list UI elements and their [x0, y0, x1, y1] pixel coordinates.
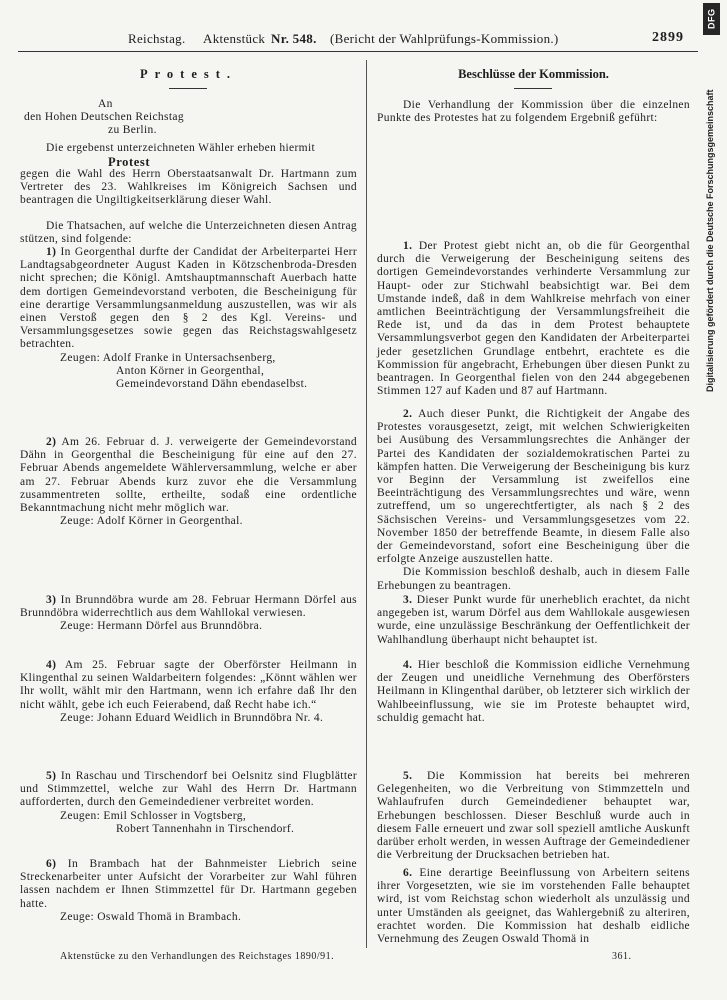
witness-line: Gemeindevorstand Dähn ebendaselbst. [116, 378, 308, 391]
protest-item-number: 5) [46, 770, 57, 782]
digitization-funding-note: Digitalisierung gefördert durch die Deutsche Forschungsgemeinschaft [705, 89, 715, 392]
witness-line: Zeuge: Oswald Thomä in Brambach. [60, 910, 242, 923]
resolution-item-4 [377, 659, 690, 725]
protest-item-text: In Brunndöbra wurde am 28. Februar Hermann Dörfel aus Brunndöbra widerrechtlich aus dem Wahllokal verwiesen. [20, 594, 358, 620]
resolution-item-number: 6. [403, 867, 413, 879]
address-line-an: An [98, 98, 113, 110]
protest-item-number: 3) [46, 594, 57, 606]
resolution-item-number: 1. [403, 240, 413, 252]
witness-line: Zeuge: Johann Eduard Weidlich in Brunndöbra Nr. 4. [60, 711, 324, 724]
protest-item-number: 6) [46, 858, 57, 870]
resolution-item-text: Eine derartige Beeinflussung von Arbeitern seitens ihrer Vorgesetzten, wie sie im vorstehenden Falle behauptet wird, ist vom Reichstag schon wiederholt als unzulässig und unter Umständen als geeignet, das Wahlergebniß zu alteriren, erachtet worden. Die Kommission hat deshalb eidliche Vernehmung des Zeugen Oswald Thomä in [377, 867, 690, 946]
header-title-reichstag: Reichstag. [128, 31, 186, 46]
resolution-item-text: Hier beschloß die Kommission eidliche Vernehmung der Zeugen und uneidliche Vernehmung des Oberförsters Heilmann in Klingenthal darüber, ob letzterer sich wirklich der Wahlbeeinflussung, wie sie im Proteste behauptet wird, schuldig gemacht hat. [377, 659, 690, 724]
resolution-item-number: 5. [403, 770, 413, 782]
protest-item-2 [20, 436, 357, 528]
protest-intro-text: Die ergebenst unterzeichneten Wähler erheben hiermit [46, 142, 316, 154]
header-rule [18, 51, 698, 52]
protest-item-6 [20, 858, 357, 924]
resolution-item-text: Auch dieser Punkt, die Richtigkeit der Angabe des Protestes vorausgesetzt, zeigt, mit welchen Schwierigkeiten bei Ausübung des Versammlungsrechtes die Anhänger der Partei des Kandidaten der sozialdemokratischen Partei zu kämpfen hatten. Die Verweigerung der Bescheinigung bis kurz vor Beginn der Versammlung ist zweifellos eine Beeinträchtigung des Versammlungsrechtes und wäre, wenn zutreffend, um so ungerechtfertigter, als nach § 2 des Sächsischen Vereins- und Versammlungsgesetzes vom 22. November 1850 der betreffende Beamte, in diesem Falle also der Gemeindevorstand, sofort eine Bescheinigung über die erfolgte Anzeige auszustellen hatte. [377, 408, 691, 566]
commission-heading-rule [514, 88, 552, 89]
resolution-item-1 [377, 240, 690, 398]
witness-line: Robert Tannenhahn in Tirschendorf. [116, 822, 295, 835]
header-report-title: (Bericht der Wahlprüfungs-Kommission.) [330, 31, 559, 46]
witness-line: Zeugen: Adolf Franke in Untersachsenberg, [60, 351, 276, 364]
dfg-logo: DFG [703, 3, 720, 35]
column-divider [366, 60, 367, 948]
protest-item-5 [20, 770, 357, 836]
resolution-item-conclusion: Die Kommission beschloß deshalb, auch in diesem Falle Erhebungen zu beantragen. [377, 566, 690, 592]
resolution-item-number: 4. [403, 659, 413, 671]
address-line-reichstag: den Hohen Deutschen Reichstag [24, 111, 184, 123]
protest-heading: Protest. [139, 67, 238, 81]
protest-heading-rule [169, 88, 207, 89]
protest-item-1 [20, 246, 357, 391]
protest-item-text: Am 26. Februar d. J. verweigerte der Gemeindevorstand Dähn in Georgenthal die Bescheinigung für eine auf den 27. Februar Abends angemeldete Wählerversammlung, welche er aber am 27. Februar Abends kurz zuvor ehe die Versammlung zusammentreten sollte, ertheilte, sodaß eine ordentliche Bekanntmachung nicht mehr möglich war. [20, 436, 357, 515]
resolution-item-text: Dieser Punkt wurde für unerheblich erachtet, da nicht angegeben ist, warum Dörfel aus dem Wahllokale ausgewiesen wurde, eine unzulässige Beschränkung der Oeffentlichkeit der Wahlhandlung überhaupt nicht behauptet ist. [377, 594, 690, 646]
protest-item-4 [20, 659, 357, 725]
resolution-item-5 [377, 770, 690, 862]
address-line-berlin: zu Berlin. [108, 124, 157, 136]
commission-resolutions-heading: Beschlüsse der Kommission. [458, 67, 609, 81]
facts-intro [20, 220, 357, 246]
protest-intro [20, 142, 357, 155]
protest-claim-text: gegen die Wahl des Herrn Oberstaatsanwalt Dr. Hartmann zum Vertreter des 23. Wahlkreises im Königreich Sachsen und beantragen die Ungiltigkeitserklärung dieser Wahl. [20, 168, 357, 207]
protest-item-number: 4) [46, 659, 57, 671]
witness-line: Zeugen: Emil Schlosser in Vogtsberg, [60, 809, 247, 822]
resolution-item-number: 2. [403, 408, 413, 420]
resolution-item-text: Der Protest giebt nicht an, ob die für Georgenthal durch die Verweigerung der Bescheinigung seitens des dortigen Gemeindevorstandes verhinderte Versammlung zur Haupt- oder zur Stichwahl beabsichtigt war. Bei dem Umstande indeß, daß in dem Wahlkreise mehrfach von einer amtlichen Beeinträchtigung der Versammlungsfreiheit die Rede ist, und da das in dem Protest behauptete Versammlungsverbot gegen den Kandidaten der Arbeiterpartei jeder gesetzlichen Grundlage entbehrt, erachtete es die Kommission für angebracht, Erhebungen über diesen Punkt zu beantragen. In Georgenthal fielen von den 244 abgegebenen Stimmen 127 auf Kaden und 87 auf Hartmann. [377, 240, 690, 398]
witness-line: Zeuge: Adolf Körner in Georgenthal. [60, 515, 243, 528]
resolution-item-2 [377, 408, 690, 593]
protest-item-number: 1) [46, 246, 57, 258]
footer-citation: Aktenstücke zu den Verhandlungen des Reichstages 1890/91. [60, 951, 335, 962]
commission-intro [377, 99, 690, 125]
protest-item-number: 2) [46, 436, 57, 448]
protest-item-text: In Brambach hat der Bahnmeister Liebrich seine Streckenarbeiter unter Aufsicht der Vorarbeiter zur Wahl führen lassen nachdem er Ihnen Stimmzettel für Dr. Hartmann gegeben hatte. [20, 858, 357, 910]
protest-item-text: In Raschau und Tirschendorf bei Oelsnitz sind Flugblätter und Stimmzettel, welche zur Wahl des Herrn Dr. Hartmann aufforderten, durch den Gemeindediener verbreitet worden. [20, 770, 358, 809]
facts-intro-text: Die Thatsachen, auf welche die Unterzeichneten diesen Antrag stützen, sind folgende: [20, 220, 357, 246]
resolution-item-text: Die Kommission hat bereits bei mehreren Gelegenheiten, wo die Verbreitung von Stimmzetteln und Wahlaufrufen durch Gemeindediener behauptet war, Erhebungen beschlossen. Dieser Beschluß wurde auch in diesem Falle erneuert und zwar soll speziell amtliche Auskunft darüber erholt werden, in wessen Auftrage der Gemeindediener die Verbreitung der Drucksachen betrieben hat. [377, 770, 690, 862]
protest-keyword: Protest [108, 155, 151, 169]
header-title-aktenstueck: Aktenstück [203, 31, 266, 46]
resolution-item-3 [377, 594, 690, 647]
page-number: 2899 [652, 30, 684, 45]
header-document-number: Nr. 548. [271, 31, 317, 46]
footer-sheet-number: 361. [612, 951, 632, 962]
witness-line: Zeuge: Hermann Dörfel aus Brunndöbra. [60, 620, 263, 633]
protest-item-text: In Georgenthal durfte der Candidat der Arbeiterpartei Herr Landtagsabgeordneter August Kaden in Kötzschenbroda-Dresden nicht sprechen; die Königl. Amtshauptmannschaft Auerbach hatte dem dortigen Gemeindevorstand verboten, die Bescheinigung für eine derartige Versammlungsanmeldung auszustellen, was wir als einen Verstoß gegen den § 2 des Kgl. Vereins- und Versammlungsgesetzes sowie gegen das Reichstagswahlgesetz betrachten. [20, 246, 358, 351]
resolution-item-6 [377, 867, 690, 946]
witness-line: Anton Körner in Georgenthal, [116, 364, 265, 377]
resolution-item-number: 3. [403, 594, 413, 606]
protest-claim [20, 168, 357, 208]
protest-item-text: Am 25. Februar sagte der Oberförster Heilmann in Klingenthal zu seinen Waldarbeitern folgendes: „Könnt wählen wer Ihr wollt, wählt mir den Hartmann, wenn ich erfahre daß Ihr den nicht wählt, gebe ich euch Feierabend, daß Recht habe ich.“ [20, 659, 358, 711]
commission-intro-text: Die Verhandlung der Kommission über die einzelnen Punkte des Protestes hat zu folgendem Ergebniß geführt: [377, 99, 690, 125]
protest-item-3 [20, 594, 357, 634]
